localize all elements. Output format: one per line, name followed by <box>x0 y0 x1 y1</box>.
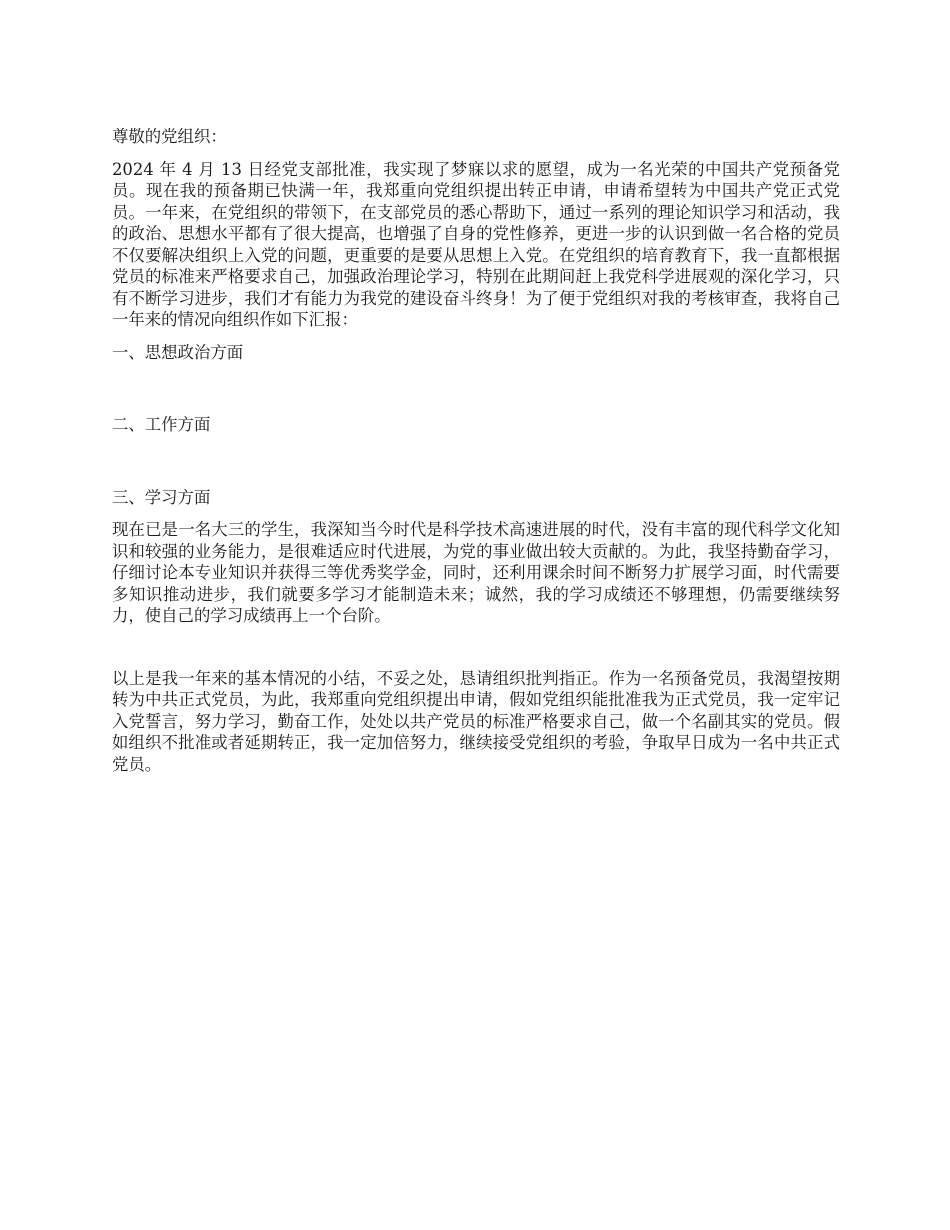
salutation: 尊敬的党组织： <box>112 127 227 146</box>
section-heading-work: 二、工作方面 <box>112 415 211 434</box>
paragraph-introduction: 2024 年 4 月 13 日经党支部批准，我实现了梦寐以求的愿望，成为一名光荣的中国共产党预备党员。现在我的预备期已快满一年，我郑重向党组织提出转正申请，申请希望转为中国共产党正式党员。一年来，在党组织的带领下，在支部党员的悉心帮助下，通过一系列的理论知识学习和活动，我的政治、思想水平都有了很大提高，也增强了自身的党性修养，更进一步的认识到做一名合格的党员不仅要解决组织上入党的问题，更重要的是要从思想上入党。在党组织的培育教育下，我一直都根据党员的标准来严格要求自己，加强政治理论学习，特别在此期间赶上我党科学进展观的深化学习，只有不断学习进步，我们才有能力为我党的建设奋斗终身！为了便于党组织对我的考核审查，我将自己一年来的情况向组织作如下汇报： <box>112 159 840 329</box>
section-heading-study: 三、学习方面 <box>112 487 211 507</box>
document-page <box>112 126 840 775</box>
paragraph-study: 现在已是一名大三的学生，我深知当今时代是科学技术高速进展的时代，没有丰富的现代科学文化知识和较强的业务能力，是很难适应时代进展，为党的事业做出较大贡献的。为此，我坚持勤奋学习，仔细讨论本专业知识并获得三等优秀奖学金，同时，还利用课余时间不断努力扩展学习面，时代需要多知识推动进步，我们就要多学习才能制造未来；诚然，我的学习成绩还不够理想，仍需要继续努力，使自己的学习成绩再上一个台阶。 <box>112 520 840 625</box>
section-heading-political: 一、思想政治方面 <box>112 342 244 362</box>
paragraph-conclusion: 以上是我一年来的基本情况的小结，不妥之处，恳请组织批判指正。作为一名预备党员，我渴望按期转为中共正式党员，为此，我郑重向党组织提出申请，假如党组织能批准我为正式党员，我一定牢记入党誓言，努力学习，勤奋工作，处处以共产党员的标准严格要求自己，做一个名副其实的党员。假如组织不批准或者延期转正，我一定加倍努力，继续接受党组织的考验，争取早日成为一名中共正式党员。 <box>112 668 840 774</box>
